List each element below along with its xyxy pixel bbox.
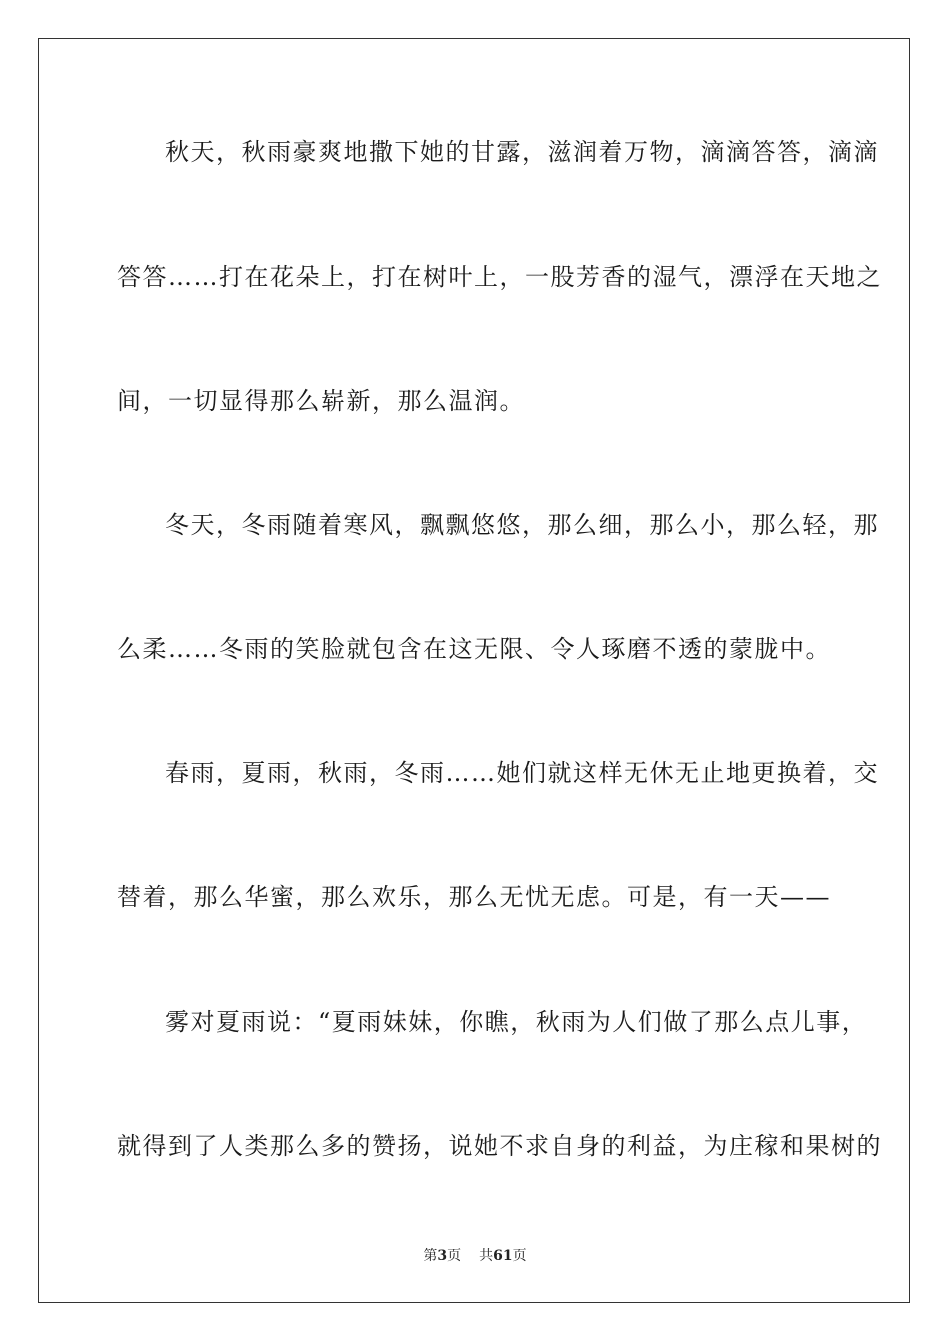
- page-number: 第3页: [423, 1248, 462, 1264]
- text-line-6: 春雨，夏雨，秋雨，冬雨……她们就这样无休无止地更换着，交: [165, 759, 879, 787]
- text-line-4: 冬天，冬雨随着寒风，飘飘悠悠，那么细，那么小，那么轻，那: [165, 511, 879, 539]
- text-line-3: 间，一切显得那么崭新，那么温润。: [117, 387, 525, 415]
- text-line-8: 雾对夏雨说：“夏雨妹妹，你瞧，秋雨为人们做了那么点儿事，: [165, 1008, 868, 1036]
- page-border: [38, 38, 910, 1303]
- text-line-1: 秋天，秋雨豪爽地撒下她的甘露，滋润着万物，滴滴答答，滴滴: [165, 138, 879, 166]
- text-line-5: 么柔……冬雨的笑脸就包含在这无限、令人琢磨不透的蒙胧中。: [117, 635, 831, 663]
- text-line-2: 答答……打在花朵上，打在树叶上，一股芳香的湿气，漂浮在天地之: [117, 263, 882, 291]
- page-footer: [0, 1247, 950, 1265]
- page-total: 共61页: [479, 1248, 527, 1264]
- text-line-9: 就得到了人类那么多的赞扬，说她不求自身的利益，为庄稼和果树的: [117, 1132, 882, 1160]
- text-line-7: 替着，那么华蜜，那么欢乐，那么无忧无虑。可是，有一天——: [117, 883, 831, 911]
